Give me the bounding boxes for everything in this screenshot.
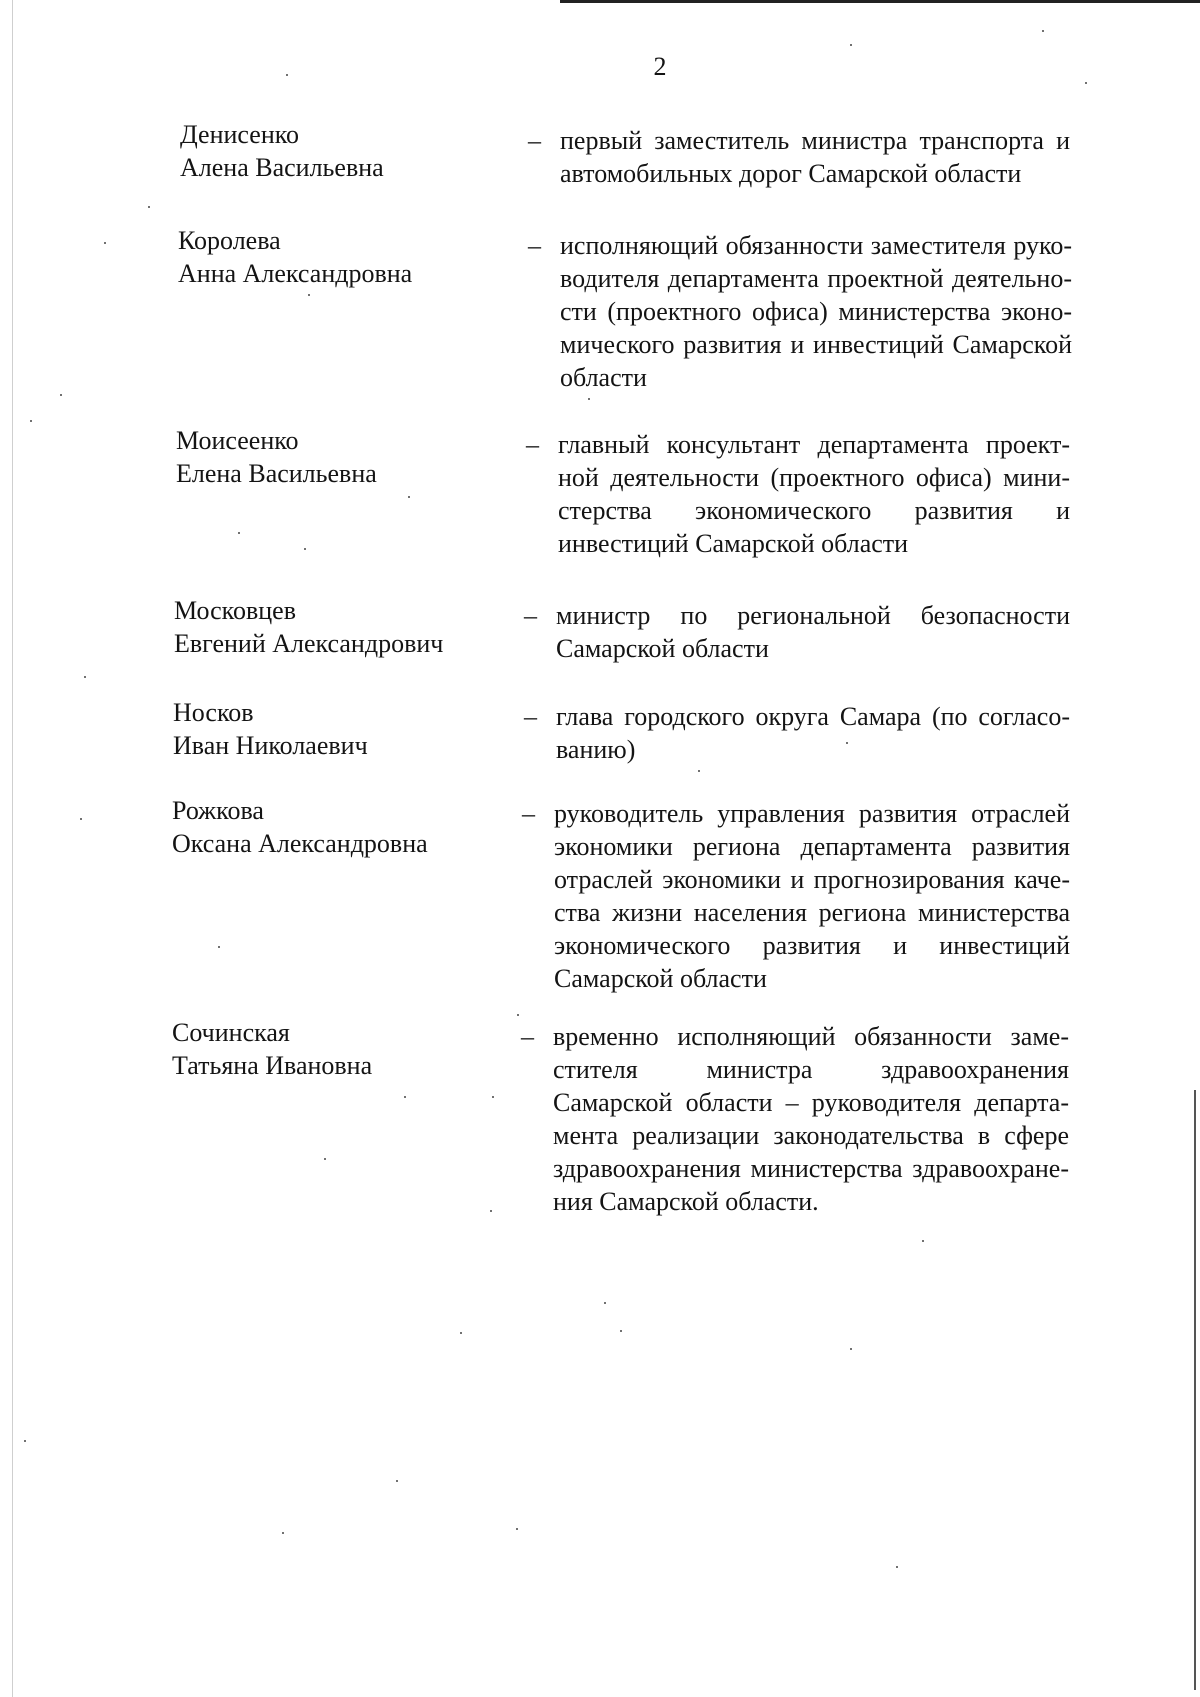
- entry-dash: –: [528, 231, 541, 260]
- page-number: 2: [653, 52, 667, 81]
- member-surname: Рожкова: [172, 796, 264, 825]
- member-surname: Денисенко: [180, 120, 300, 149]
- scan-right-edge: [1194, 1090, 1196, 1690]
- member-name: [173, 696, 368, 762]
- member-surname: Сочинская: [172, 1018, 290, 1047]
- entry-dash: –: [526, 430, 539, 459]
- member-name: [176, 424, 377, 490]
- scan-speck: [698, 770, 700, 772]
- member-surname: Носков: [173, 698, 254, 727]
- member-name: [172, 794, 428, 860]
- scan-speck: [404, 1096, 406, 1098]
- scan-speck: [408, 496, 410, 498]
- scan-speck: [1042, 30, 1044, 32]
- member-name: [174, 594, 443, 660]
- scan-speck: [80, 818, 82, 820]
- scan-speck: [1085, 82, 1087, 84]
- scan-speck: [604, 1302, 606, 1304]
- scan-speck: [324, 1158, 326, 1160]
- scan-speck: [517, 1014, 519, 1016]
- member-given-names: Иван Николаевич: [173, 731, 368, 760]
- member-given-names: Анна Александровна: [178, 259, 413, 288]
- member-position: министр по региональной безопасности Самарской области: [556, 601, 1070, 663]
- scan-speck: [148, 206, 150, 208]
- entry-dash: –: [521, 1022, 534, 1051]
- scan-speck: [588, 398, 590, 400]
- member-position: главный консультант департамента проектной деятельности (проектного офиса) министерства экономического развития и инвестиций Самарской области: [558, 430, 1070, 558]
- scan-speck: [516, 1528, 518, 1530]
- member-surname: Королева: [178, 226, 281, 255]
- scan-speck: [104, 242, 106, 244]
- scan-speck: [282, 1532, 284, 1534]
- member-position: руководитель управления развития отраслей экономики региона департамента развития отраслей экономики и прогнозирования качества жизни населения региона министерства экономического развития и инвестиций Самарской области: [554, 799, 1070, 993]
- member-given-names: Татьяна Ивановна: [172, 1051, 373, 1080]
- member-name: [172, 1016, 372, 1082]
- member-position: глава городского округа Самара (по согласованию): [556, 702, 1070, 764]
- member-given-names: Евгений Александрович: [174, 629, 444, 658]
- scan-speck: [896, 1566, 898, 1568]
- scan-speck: [396, 1480, 398, 1482]
- member-given-names: Елена Васильевна: [176, 459, 377, 488]
- scan-speck: [850, 44, 852, 46]
- entry-dash: –: [524, 702, 537, 731]
- scan-speck: [24, 1440, 26, 1442]
- member-given-names: Алена Васильевна: [180, 153, 384, 182]
- scan-top-border: [560, 0, 1200, 3]
- scan-speck: [846, 742, 848, 744]
- scan-left-edge: [12, 0, 13, 1697]
- entry-dash: –: [528, 126, 541, 155]
- member-position: исполняющий обязанности заместителя руководителя департамента проектной деятельности (проектного офиса) министерства экономического развития и инвестиций Самарской области: [560, 231, 1072, 392]
- scan-speck: [620, 1330, 622, 1332]
- member-surname: Московцев: [174, 596, 296, 625]
- member-surname: Моисеенко: [176, 426, 299, 455]
- scan-speck: [238, 532, 240, 534]
- member-name: [178, 224, 412, 290]
- entry-dash: –: [524, 601, 537, 630]
- member-given-names: Оксана Александровна: [172, 829, 428, 858]
- scan-speck: [304, 548, 306, 550]
- scan-speck: [850, 1348, 852, 1350]
- scan-speck: [922, 1240, 924, 1242]
- scan-speck: [460, 1332, 462, 1334]
- entry-dash: –: [522, 799, 535, 828]
- member-position: первый заместитель министра транспорта и автомобильных дорог Самарской области: [560, 126, 1070, 188]
- member-name: [180, 118, 384, 184]
- member-position: временно исполняющий обязанности заместителя министра здравоохранения Самарской области – руководителя департамента реализации законодательства в сфере здравоохранения министерства здравоохранения Самарской области.: [553, 1022, 1069, 1216]
- scan-speck: [218, 946, 220, 948]
- scan-speck: [308, 294, 310, 296]
- scan-speck: [286, 74, 288, 76]
- scan-speck: [492, 1096, 494, 1098]
- scan-speck: [84, 676, 86, 678]
- scan-speck: [490, 1210, 492, 1212]
- scan-speck: [60, 394, 62, 396]
- scan-speck: [30, 420, 32, 422]
